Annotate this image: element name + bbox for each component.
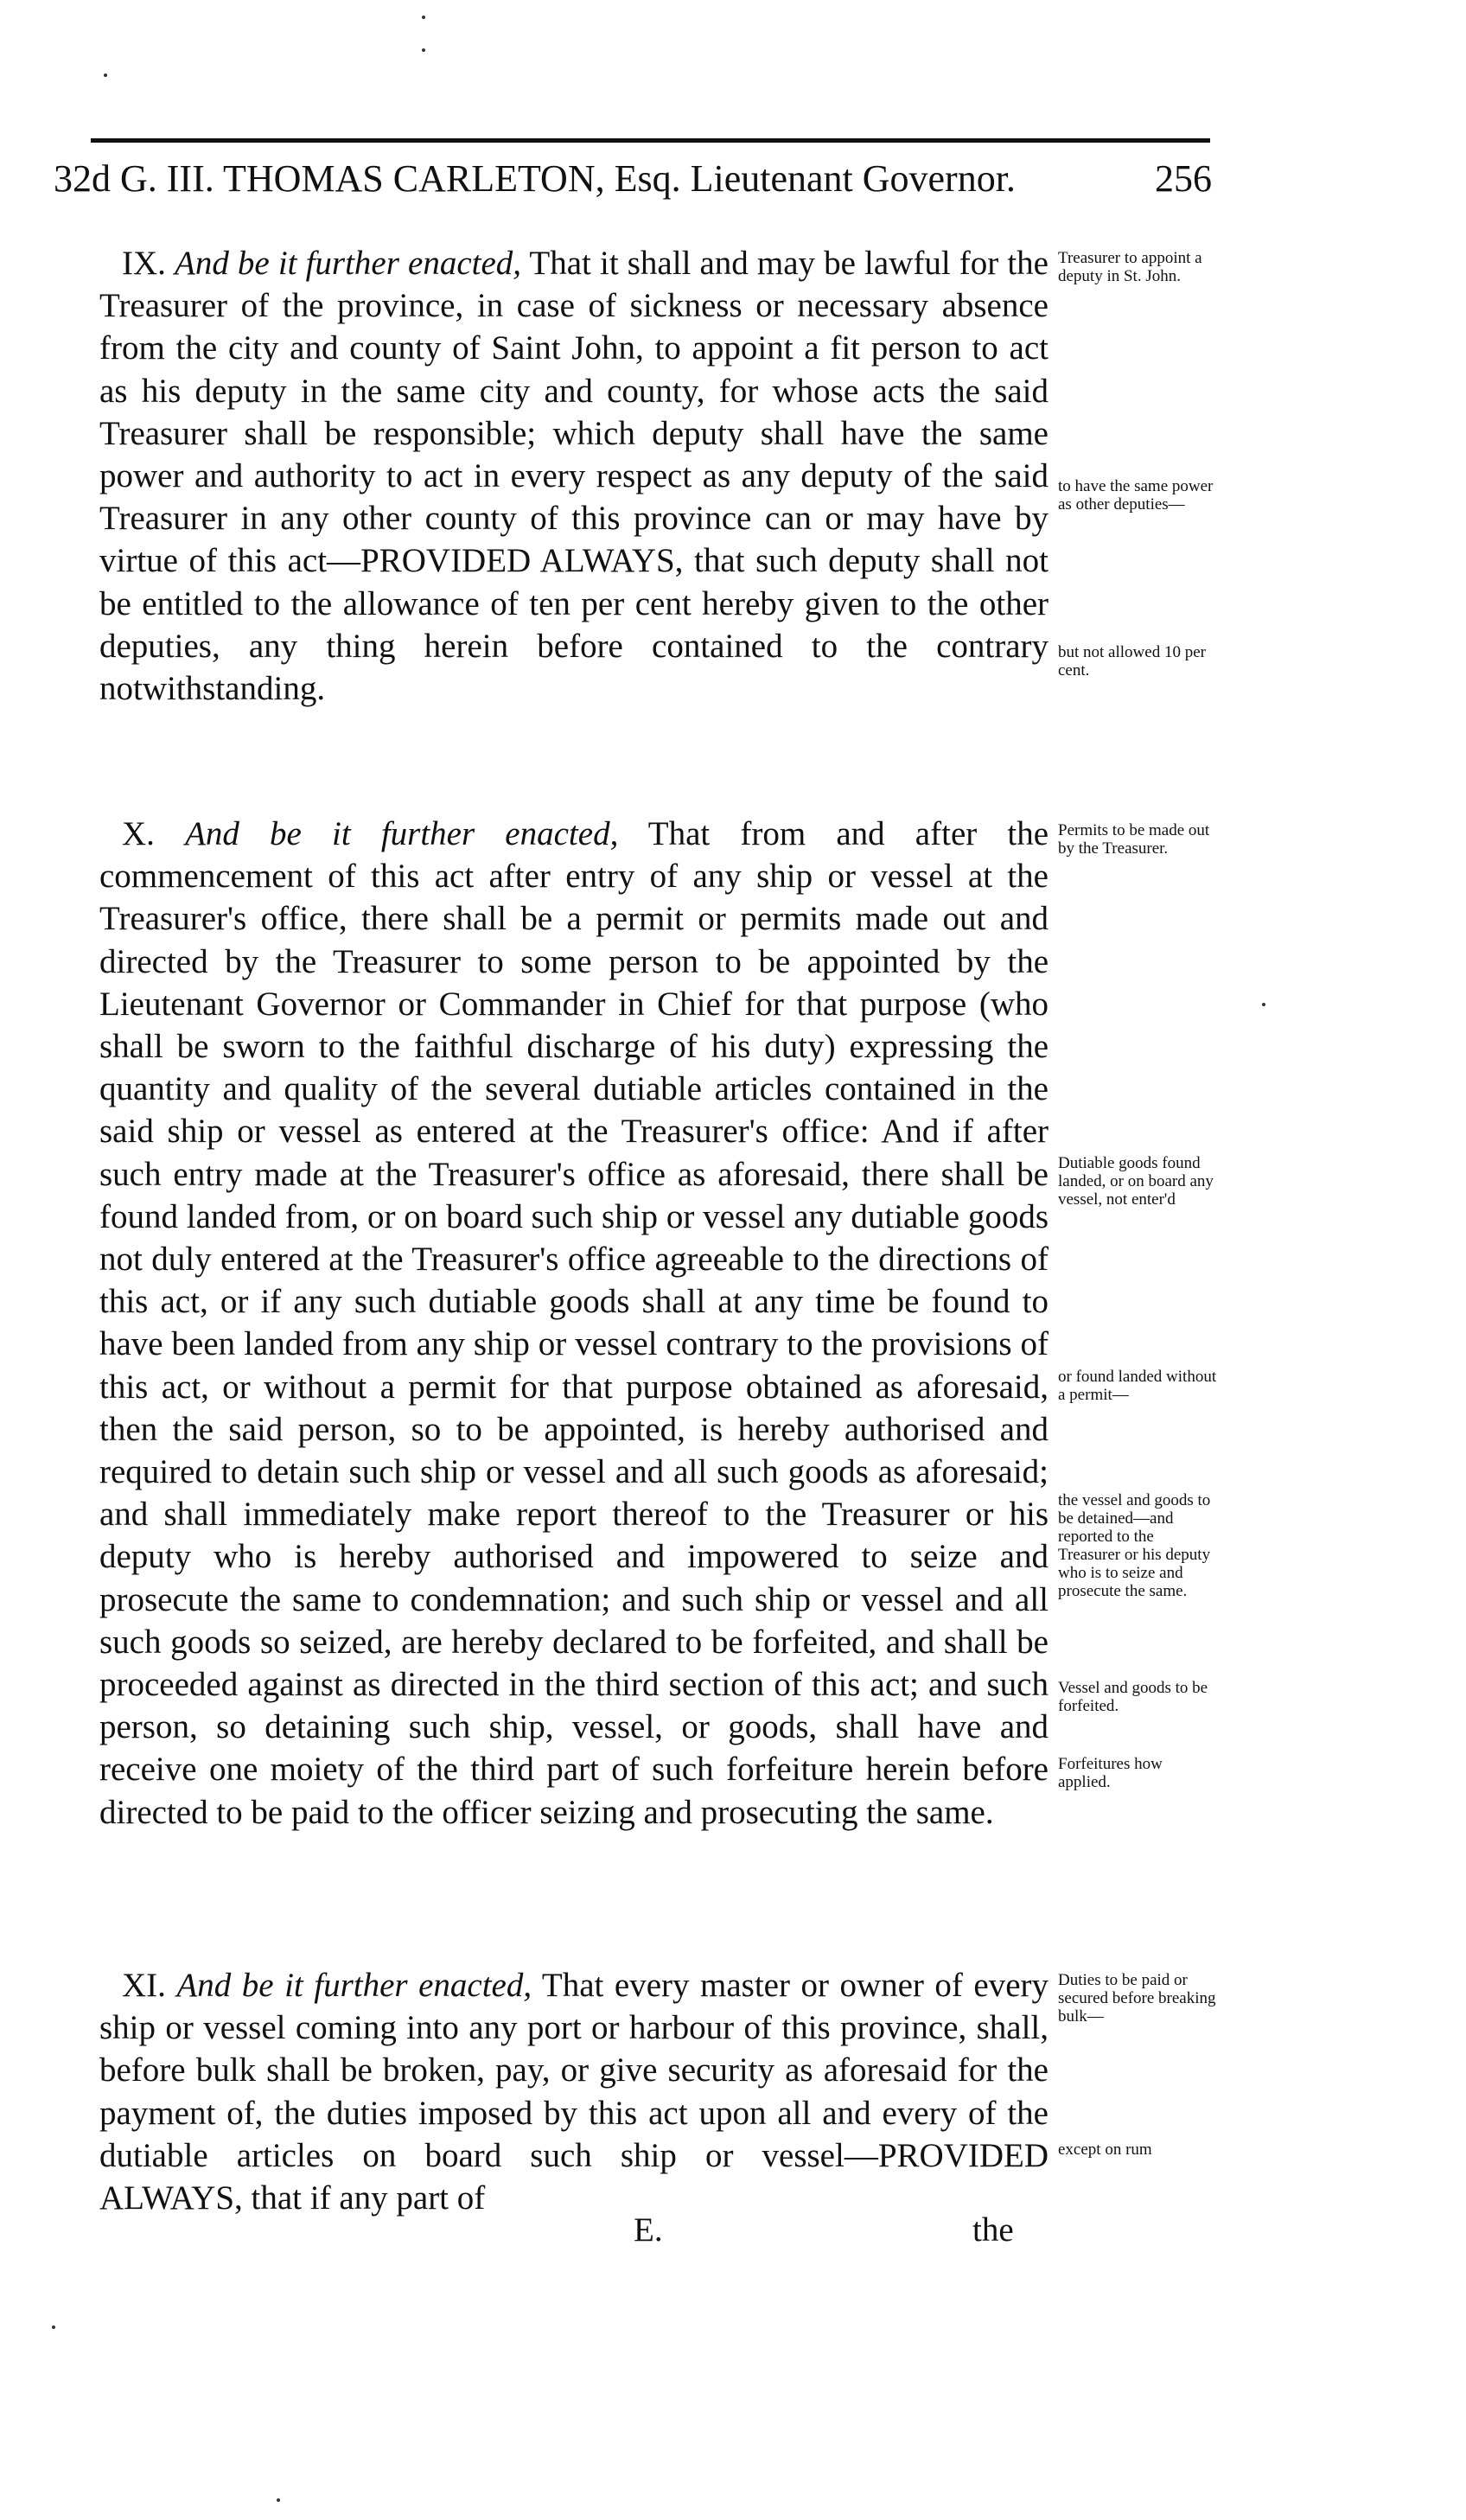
margin-note: but not allowed 10 per cent. (1058, 643, 1206, 679)
running-head (54, 149, 1016, 209)
enacting-clause: And be it further enacted, (185, 815, 619, 852)
margin-note: to have the same power as other deputies— (1058, 477, 1214, 514)
margin-note: Duties to be paid or secured before breaking bulk— (1058, 1971, 1216, 2026)
section-text: That it shall and may be lawful for the Treasurer of the province, in case of sickness or necessary absence from the city and county of Saint John, to appoint a fit person to act as his deputy in the same city and county, for whose acts the said Treasurer shall be responsible; which deputy shall have the same power and authority to act in every respect as any deputy of the said Treasurer in any other county of this province can or may have by virtue of this act—PROVIDED ALWAYS, that such deputy shall not be entitled to the allowance of ten per cent hereby given to the other deputies, any thing herein before contained to the contrary notwithstanding. (99, 245, 1049, 708)
section-xi (99, 1964, 1049, 2219)
section-x (99, 813, 1049, 1834)
section-numeral: XI. (122, 1967, 166, 2004)
catchword: the (972, 2211, 1014, 2249)
enacting-clause: And be it further enacted, (176, 1967, 532, 2004)
speck (422, 48, 425, 52)
speck (1262, 1003, 1265, 1006)
enacting-clause: And be it further enacted, (175, 245, 522, 282)
margin-note: except on rum (1058, 2140, 1152, 2159)
speck (277, 2498, 280, 2502)
margin-note: the vessel and goods to be detained—and reported to the Treasurer or his deputy who is to seize and prosecute the same. (1058, 1491, 1211, 1600)
signature-mark: E. (634, 2211, 663, 2249)
section-ix (99, 242, 1049, 710)
speck (104, 73, 107, 77)
regnal-year: 32d G. III. (54, 157, 214, 200)
section-numeral: X. (122, 815, 155, 852)
margin-note: Vessel and goods to be forfeited. (1058, 1679, 1208, 1715)
section-text: That every master or owner of every ship or vessel coming into any port or harbour of this province, shall, before bulk shall be broken, pay, or give security as aforesaid for the payment of, the duties imposed by this act upon all and every of the dutiable articles on board such ship or vessel—PROVIDED ALWAYS, that if any part of (99, 1967, 1049, 2217)
running-header (54, 149, 1212, 209)
speck (52, 2325, 55, 2329)
margin-note: Permits to be made out by the Treasurer. (1058, 821, 1210, 858)
section-numeral: IX. (122, 245, 166, 282)
margin-note: Treasurer to appoint a deputy in St. John. (1058, 249, 1202, 285)
margin-note: Forfeitures how applied. (1058, 1755, 1163, 1791)
header-title: THOMAS CARLETON, Esq. Lieutenant Governor. (222, 157, 1016, 200)
speck (422, 16, 425, 19)
margin-note: Dutiable goods found landed, or on board any vessel, not enter'd (1058, 1154, 1214, 1209)
page-number: 256 (1155, 157, 1212, 200)
header-rule (91, 138, 1210, 143)
section-text: That from and after the commencement of this act after entry of any ship or vessel at the Treasurer's office, there shall be a permit or permits made out and directed by the Treasurer to some person to be appointed by the Lieutenant Governor or Commander in Chief for that purpose (who shall be sworn to the faithful discharge of his duty) expressing the quantity and quality of the several dutiable articles contained in the said ship or vessel as entered at the Treasurer's office: And if after such entry made at the Treasurer's office as aforesaid, there shall be found landed from, or on board such ship or vessel any dutiable goods not duly entered at the Treasurer's office agreeable to the directions of this act, or if any such dutiable goods shall at any time be found to have been landed from any ship or vessel contrary to the provisions of this act, or without a permit for that purpose obtained as aforesaid, then the said person, so to be appointed, is hereby authorised and required to detain such ship or vessel and all such goods as aforesaid; and shall immediately make report thereof to the Treasurer or his deputy who is hereby authorised and impowered to seize and prosecute the same to condemnation; and such ship or vessel and all such goods so seized, are hereby declared to be forfeited, and shall be proceeded against as directed in the third section of this act; and such person, so detaining such ship, vessel, or goods, shall have and receive one moiety of the third part of such forfeiture herein before directed to be paid to the officer seizing and prosecuting the same. (99, 815, 1049, 1831)
margin-note: or found landed without a permit— (1058, 1368, 1217, 1404)
